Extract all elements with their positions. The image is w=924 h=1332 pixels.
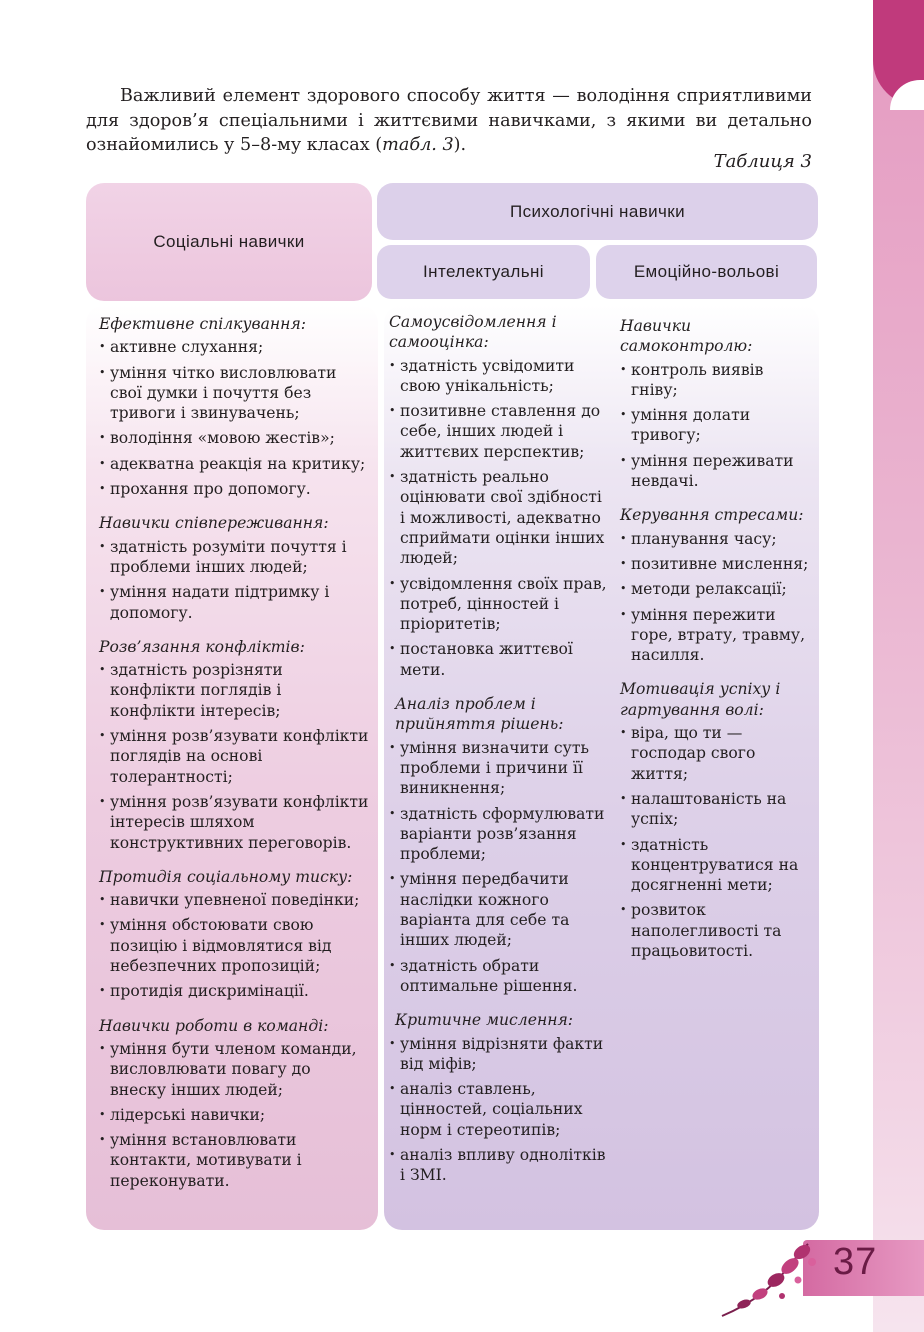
header-psychological-skills: Психологічні навички: [377, 183, 818, 240]
list-item: • володіння «мовою жестів»;: [99, 428, 371, 448]
list-item: • позитивне мислення;: [620, 554, 815, 574]
list-item: • здатність концентруватися на досягненні мети;: [620, 835, 815, 896]
section-title: Протидія соціальному тиску:: [99, 867, 353, 886]
list-item: • навички упевненої поведінки;: [99, 890, 371, 910]
header-social-skills: Соціальні навички: [86, 183, 372, 301]
list-item: • уміння чітко висловлювати свої думки і почуття без тривоги і звинувачень;: [99, 363, 371, 424]
emotional-skills-column: [620, 316, 815, 975]
list-item: • уміння пережити горе, втрату, травму, насилля.: [620, 605, 815, 666]
skill-section: [620, 316, 815, 491]
skill-section: [99, 513, 371, 622]
skill-list: [620, 529, 815, 666]
list-item: • уміння надати підтримку і допомогу.: [99, 582, 371, 623]
social-skills-column: [99, 314, 371, 1205]
list-item: • здатність реально оцінювати свої здібності і можливості, адекватно сприймати оцінки інших людей;: [389, 467, 609, 568]
skill-list: [99, 537, 371, 623]
list-item: • уміння бути членом команди, висловлювати повагу до внеску інших людей;: [99, 1039, 371, 1100]
list-item: • адекватна реакція на критику;: [99, 454, 371, 474]
skill-section: [389, 1010, 609, 1185]
list-item: • уміння долати тривогу;: [620, 405, 815, 446]
skill-section: [99, 314, 371, 499]
skill-list: [389, 738, 609, 997]
list-item: • методи релаксації;: [620, 579, 815, 599]
skill-list: [620, 723, 815, 961]
section-title: Розв’язання конфліктів:: [99, 637, 305, 656]
section-title: Навички співпереживання:: [99, 514, 329, 533]
list-item: • здатність усвідомити свою унікальність;: [389, 356, 609, 397]
flower-decoration-icon: [716, 1240, 826, 1320]
skill-list: [389, 356, 609, 680]
table-caption: Таблиця 3: [713, 151, 812, 172]
list-item: • аналіз впливу однолітків і ЗМІ.: [389, 1145, 609, 1186]
list-item: • здатність обрати оптимальне рішення.: [389, 956, 609, 997]
skill-section: [620, 679, 815, 961]
list-item: • уміння розв’язувати конфлікти поглядів на основі толерантності;: [99, 726, 371, 787]
list-item: • уміння встановлювати контакти, мотивувати і переконувати.: [99, 1130, 371, 1191]
list-item: • активне слухання;: [99, 337, 371, 357]
section-title: Керування стресами:: [620, 506, 804, 525]
intro-paragraph: [86, 84, 812, 158]
skill-section: [99, 637, 371, 853]
skill-section: [389, 312, 609, 680]
skill-list: [99, 1039, 371, 1191]
list-item: • налаштованість на успіх;: [620, 789, 815, 830]
list-item: • уміння обстоювати свою позицію і відмовлятися від небезпечних пропозицій;: [99, 915, 371, 976]
side-color-strip: [873, 0, 924, 1332]
page-number: 37: [833, 1241, 878, 1283]
list-item: • розвиток наполегливості та працьовитості.: [620, 900, 815, 961]
list-item: • аналіз ставлень, цінностей, соціальних норм і стереотипів;: [389, 1079, 609, 1140]
intro-text: Важливий елемент здорового способу життя — володіння сприятливими для здоров’я спеціальними і життєвими навичками, з якими ви детально ознайомились у 5–8-му класах (: [86, 86, 812, 155]
list-item: • лідерські навички;: [99, 1105, 371, 1125]
list-item: • планування часу;: [620, 529, 815, 549]
skill-section: [99, 1016, 371, 1191]
list-item: • уміння передбачити наслідки кожного варіанта для себе та інших людей;: [389, 869, 609, 950]
skill-list: [99, 890, 371, 1001]
section-title: Мотивація успіху і гартування волі:: [620, 680, 781, 719]
skill-list: [99, 660, 371, 853]
header-intellectual: Інтелектуальні: [377, 245, 590, 299]
list-item: • протидія дискримінації.: [99, 981, 371, 1001]
skill-section: [620, 505, 815, 665]
table-reference: табл. 3: [382, 135, 454, 155]
section-title: Навички самоконтролю:: [620, 317, 753, 356]
section-title: Аналіз проблем і прийняття рішень:: [395, 695, 564, 734]
intro-tail: ).: [453, 135, 467, 155]
list-item: • постановка життєвої мети.: [389, 639, 609, 680]
list-item: • уміння відрізняти факти від міфів;: [389, 1034, 609, 1075]
list-item: • уміння визначити суть проблеми і причини її виникнення;: [389, 738, 609, 799]
list-item: • усвідомлення своїх прав, потреб, цінностей і пріоритетів;: [389, 574, 609, 635]
list-item: • здатність розрізняти конфлікти поглядів і конфлікти інтересів;: [99, 660, 371, 721]
list-item: • віра, що ти — господар свого життя;: [620, 723, 815, 784]
skill-section: [389, 694, 609, 996]
skill-section: [99, 867, 371, 1002]
list-item: • уміння переживати невдачі.: [620, 451, 815, 492]
list-item: • здатність сформулювати варіанти розв’язання проблеми;: [389, 804, 609, 865]
header-emotional-volitional: Емоційно-вольові: [596, 245, 817, 299]
section-title: Ефективне спілкування:: [99, 315, 307, 333]
intellectual-skills-column: [389, 312, 609, 1200]
skill-list: [99, 337, 371, 499]
list-item: • позитивне ставлення до себе, інших людей і життєвих перспектив;: [389, 401, 609, 462]
skill-list: [620, 360, 815, 492]
list-item: • здатність розуміти почуття і проблеми інших людей;: [99, 537, 371, 578]
list-item: • прохання про допомогу.: [99, 479, 371, 499]
section-title: Критичне мислення:: [395, 1011, 574, 1030]
section-title: Навички роботи в команді:: [99, 1016, 329, 1035]
list-item: • контроль виявів гніву;: [620, 360, 815, 401]
skill-list: [389, 1034, 609, 1186]
section-title: Самоусвідомлення і самооцінка:: [389, 313, 557, 352]
list-item: • уміння розв’язувати конфлікти інтересів шляхом конструктивних переговорів.: [99, 792, 371, 853]
